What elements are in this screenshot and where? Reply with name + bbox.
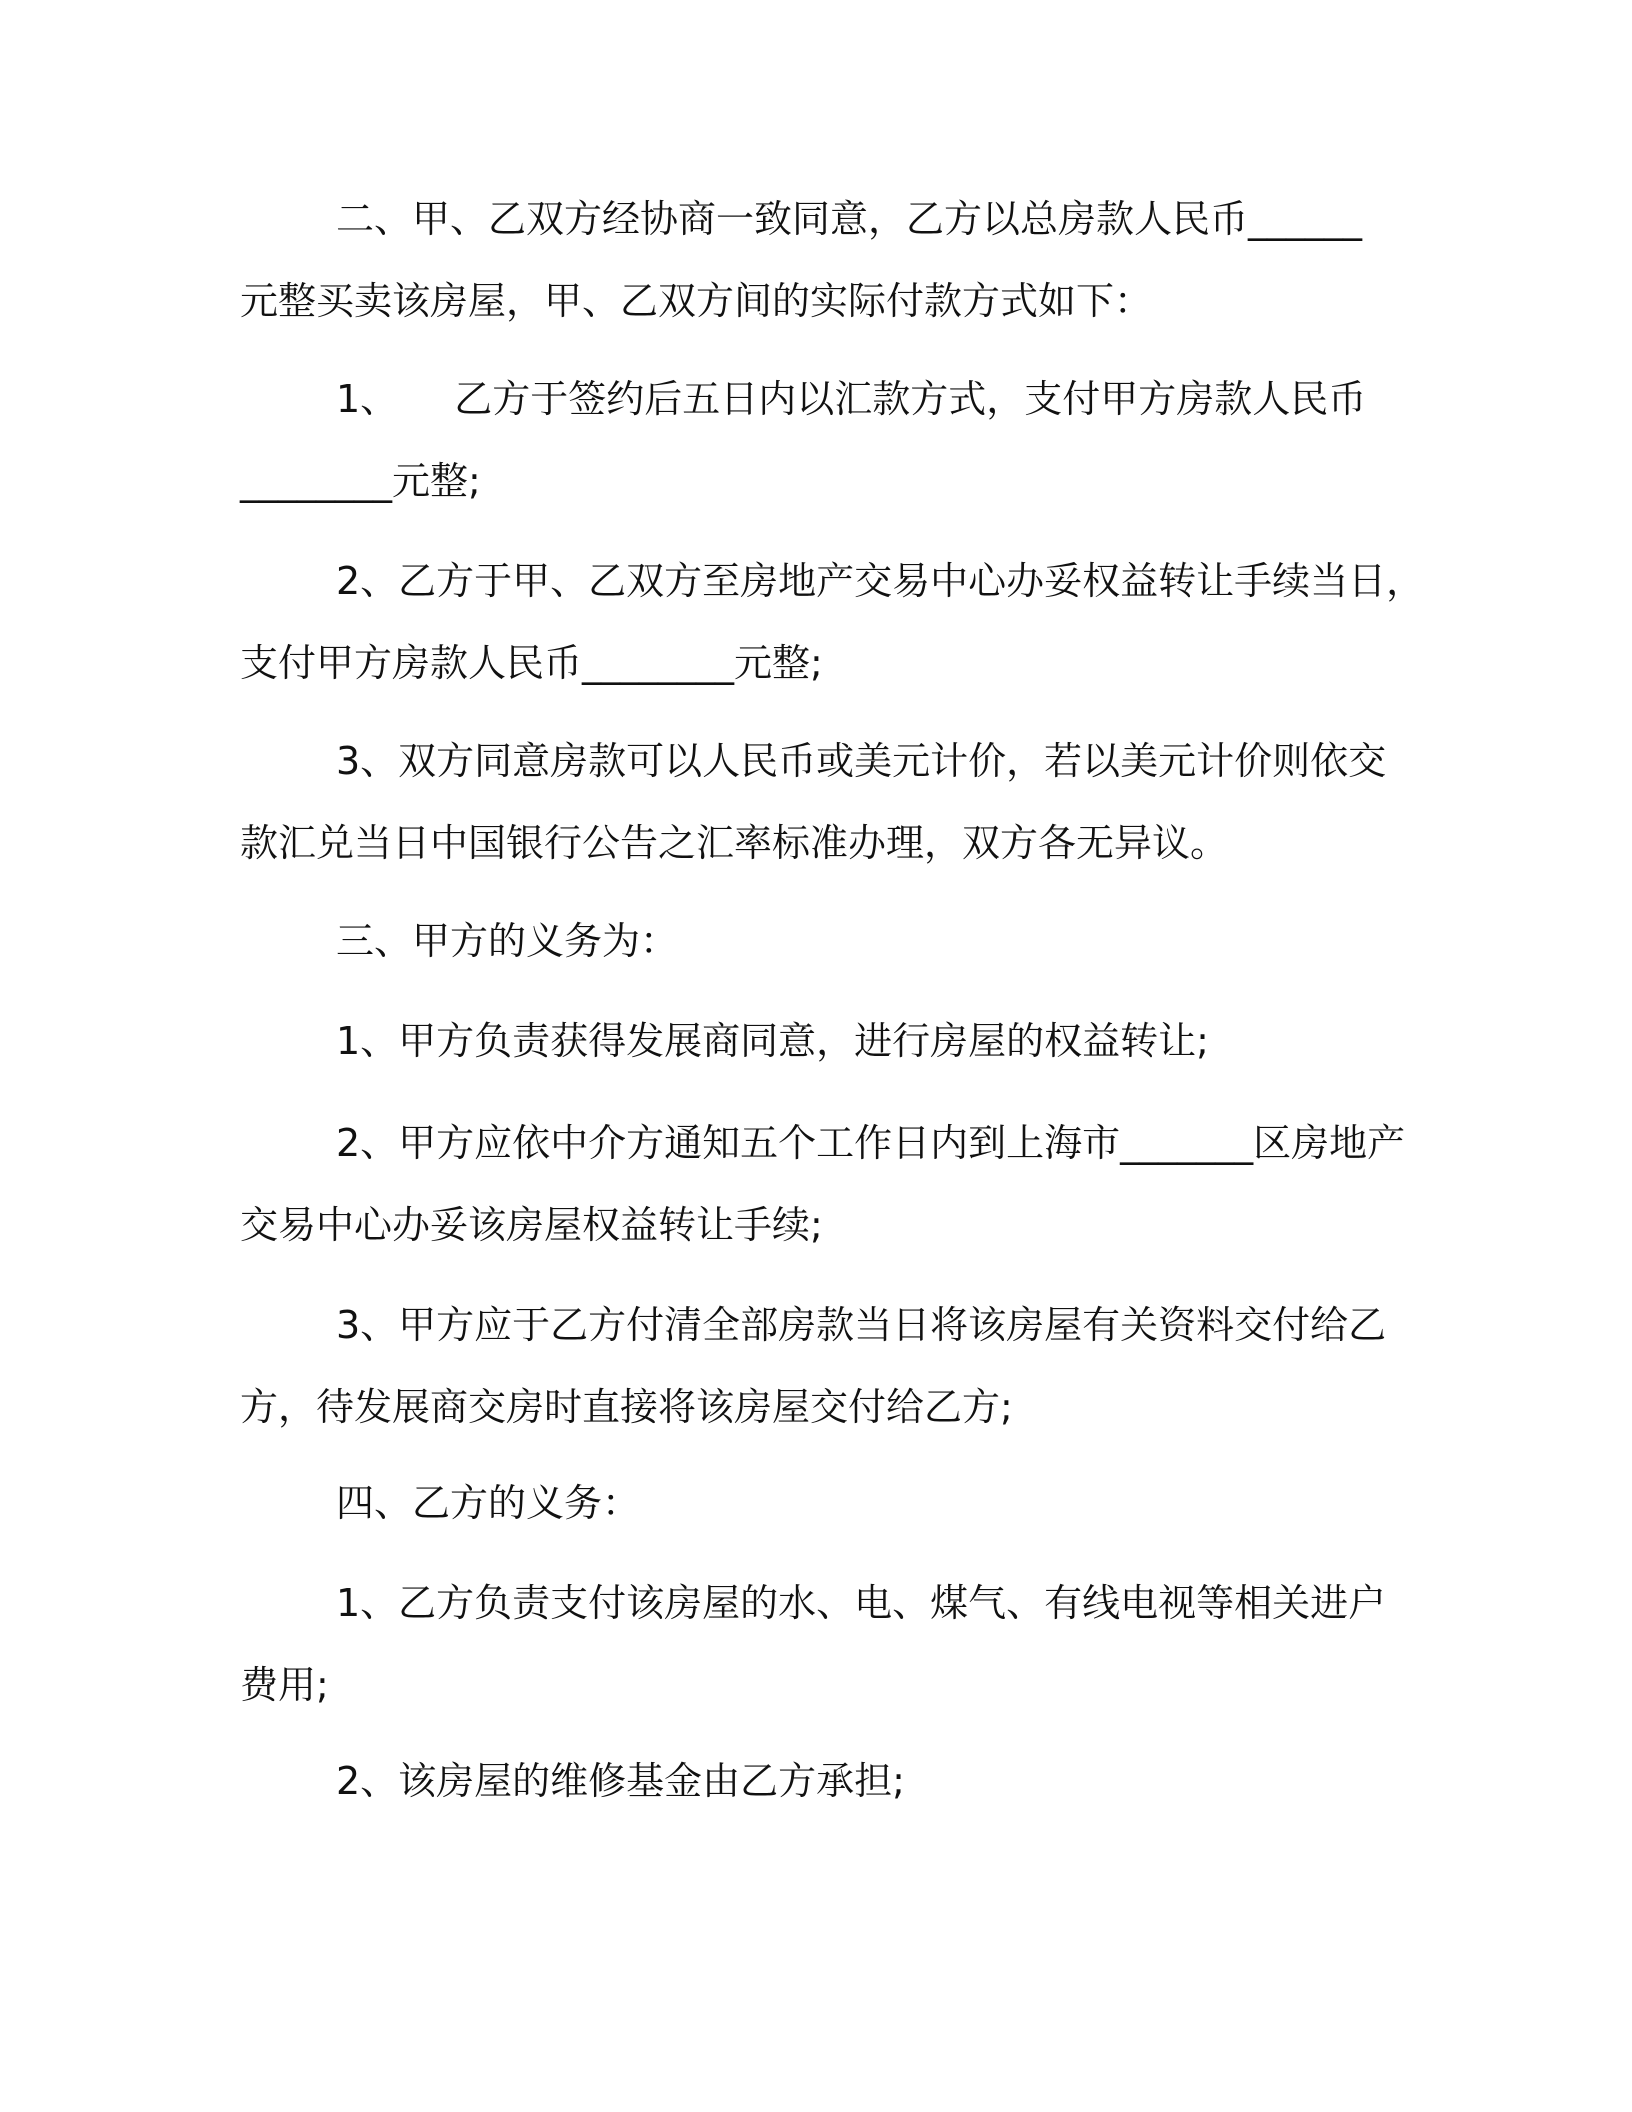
paragraph-section-2-item-1 — [240, 358, 1390, 522]
paragraph-line: 支付甲方房款人民币________元整; — [240, 641, 823, 685]
paragraph-line: 1、甲方负责获得发展商同意，进行房屋的权益转让; — [336, 1019, 1209, 1063]
paragraph-section-4 — [240, 1462, 1390, 1544]
paragraph-section-4-item-1 — [240, 1562, 1390, 1726]
paragraph-line: 三、甲方的义务为： — [336, 919, 679, 963]
paragraph-line: 3、双方同意房款可以人民币或美元计价，若以美元计价则依交 — [336, 739, 1387, 783]
paragraph-line: 元整买卖该房屋，甲、乙双方间的实际付款方式如下： — [240, 279, 1153, 323]
paragraph-section-3-item-3 — [240, 1284, 1390, 1448]
paragraph-section-3-item-2 — [240, 1102, 1406, 1266]
paragraph-section-3-item-1 — [240, 1000, 1390, 1082]
paragraph-line — [240, 358, 1390, 440]
paragraph-line: 四、乙方的义务： — [336, 1481, 641, 1525]
paragraph-line: 交易中心办妥该房屋权益转让手续; — [240, 1203, 823, 1247]
paragraph-section-2-item-2 — [240, 540, 1425, 704]
paragraph-line: 3、甲方应于乙方付清全部房款当日将该房屋有关资料交付给乙 — [336, 1303, 1387, 1347]
paragraph-line: 2、该房屋的维修基金由乙方承担; — [336, 1759, 905, 1803]
paragraph-line: 费用; — [240, 1663, 329, 1707]
paragraph-line: 款汇兑当日中国银行公告之汇率标准办理，双方各无异议。 — [240, 821, 1229, 865]
paragraph-line: 2、甲方应依中介方通知五个工作日内到上海市_______区房地产 — [336, 1121, 1406, 1165]
item-text: 乙方于签约后五日内以汇款方式，支付甲方房款人民币 — [454, 377, 1367, 421]
paragraph-section-4-item-2 — [240, 1740, 1390, 1822]
paragraph-section-3 — [240, 900, 1390, 982]
paragraph-line: ________元整; — [240, 459, 481, 503]
paragraph-section-2-item-3 — [240, 720, 1390, 884]
paragraph-line: 二、甲、乙双方经协商一致同意，乙方以总房款人民币______ — [336, 197, 1363, 241]
item-number: 1、 — [336, 377, 399, 421]
paragraph-line: 方，待发展商交房时直接将该房屋交付给乙方; — [240, 1385, 1013, 1429]
paragraph-line: 2、乙方于甲、乙双方至房地产交易中心办妥权益转让手续当日， — [336, 559, 1425, 603]
paragraph-line: 1、乙方负责支付该房屋的水、电、煤气、有线电视等相关进户 — [336, 1581, 1387, 1625]
paragraph-section-2 — [240, 178, 1390, 342]
